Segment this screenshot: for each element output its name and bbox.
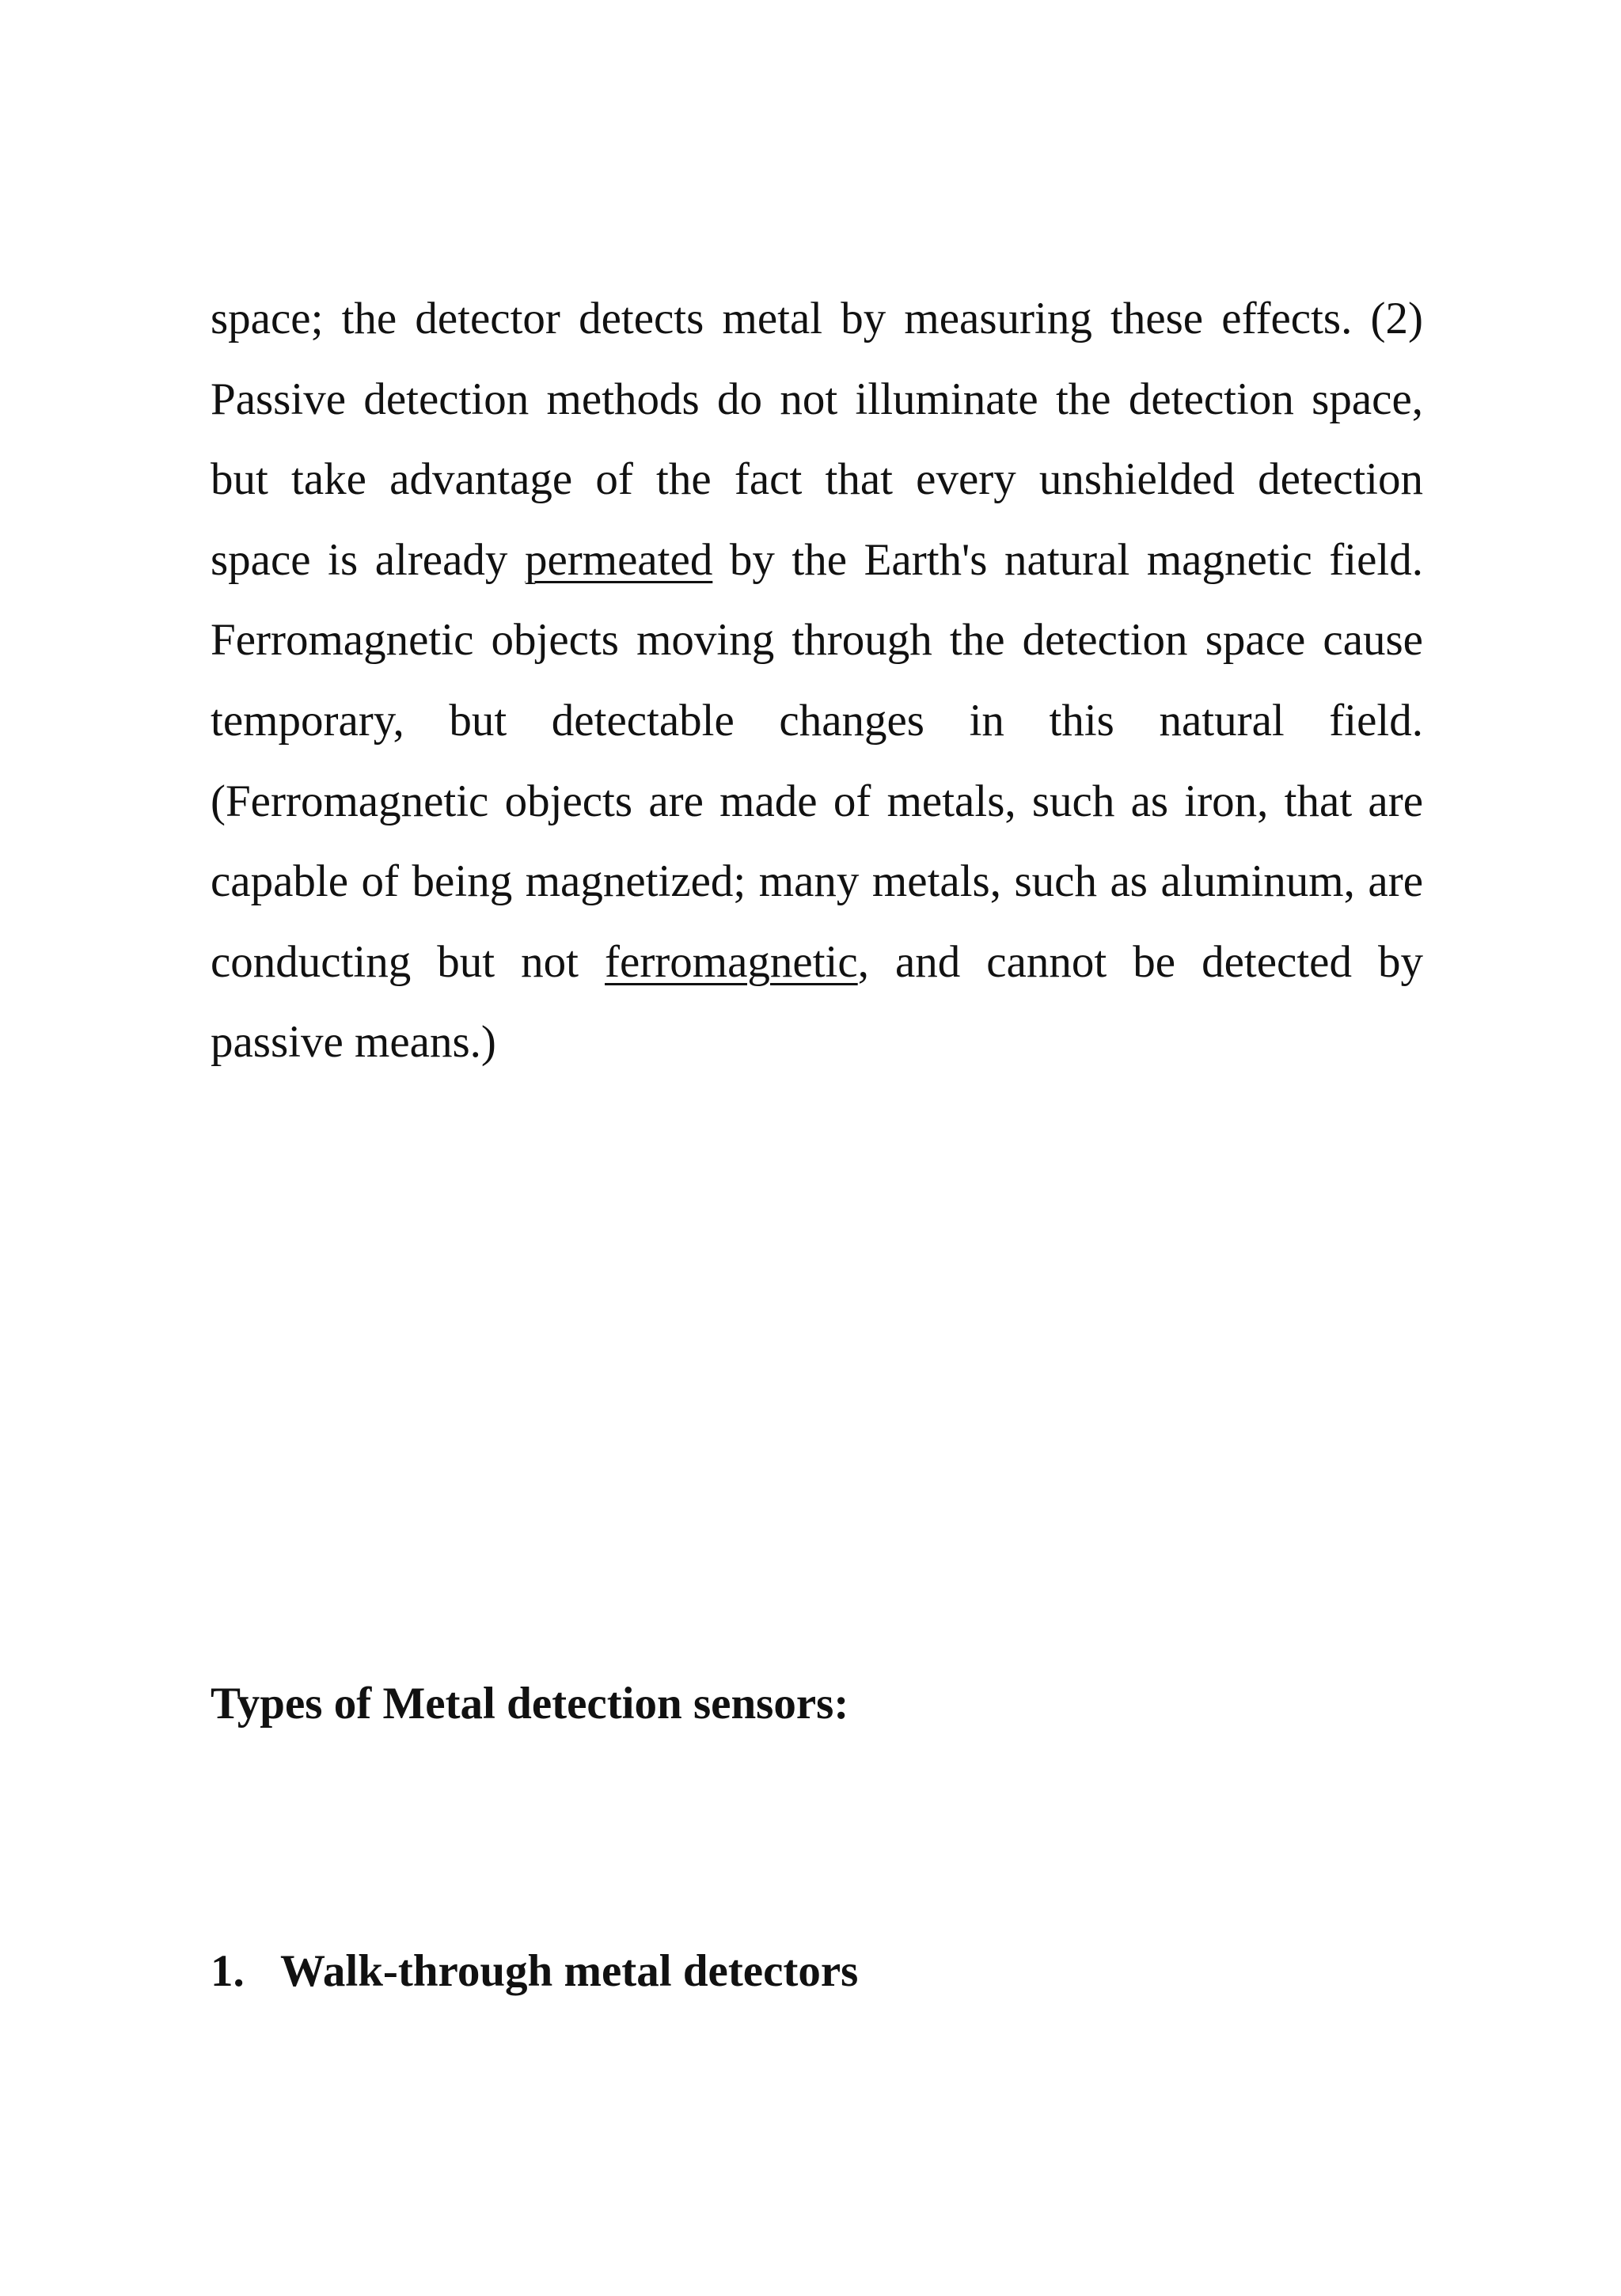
paragraph-text: space is already <box>211 534 525 585</box>
underlined-term-ferromagnetic: ferromagnetic <box>605 936 858 987</box>
paragraph-line: temporary, but detectable changes in this natural field. <box>211 695 1423 746</box>
paragraph-line: (Ferromagnetic objects are made of metals, such as iron, that are <box>211 776 1423 826</box>
section-heading: Types of Metal detection sensors: <box>211 1679 849 1729</box>
paragraph-text: conducting but not <box>211 936 606 987</box>
paragraph-line: but take advantage of the fact that every unshielded detection <box>211 454 1423 505</box>
paragraph-line: Passive detection methods do not illuminate the detection space, <box>211 374 1423 424</box>
paragraph-line: Ferromagnetic objects moving through the detection space cause <box>211 615 1423 666</box>
paragraph-line <box>211 922 1423 1003</box>
paragraph-line: passive means.) <box>211 1017 496 1068</box>
paragraph-text: by the Earth's natural magnetic field. <box>712 534 1423 585</box>
paragraph-line: capable of being magnetized; many metals, such as aluminum, are <box>211 856 1423 907</box>
paragraph-line: space; the detector detects metal by measuring these effects. (2) <box>211 294 1423 343</box>
body-paragraph <box>211 279 1423 1083</box>
underlined-term-permeated: permeated <box>524 534 713 585</box>
paragraph-text: , and cannot be detected by <box>857 936 1424 987</box>
numbered-subheading <box>211 1944 858 1999</box>
paragraph-line <box>211 520 1423 601</box>
subheading-text: Walk-through metal detectors <box>280 1946 859 1996</box>
subheading-number: 1. <box>211 1946 245 1996</box>
